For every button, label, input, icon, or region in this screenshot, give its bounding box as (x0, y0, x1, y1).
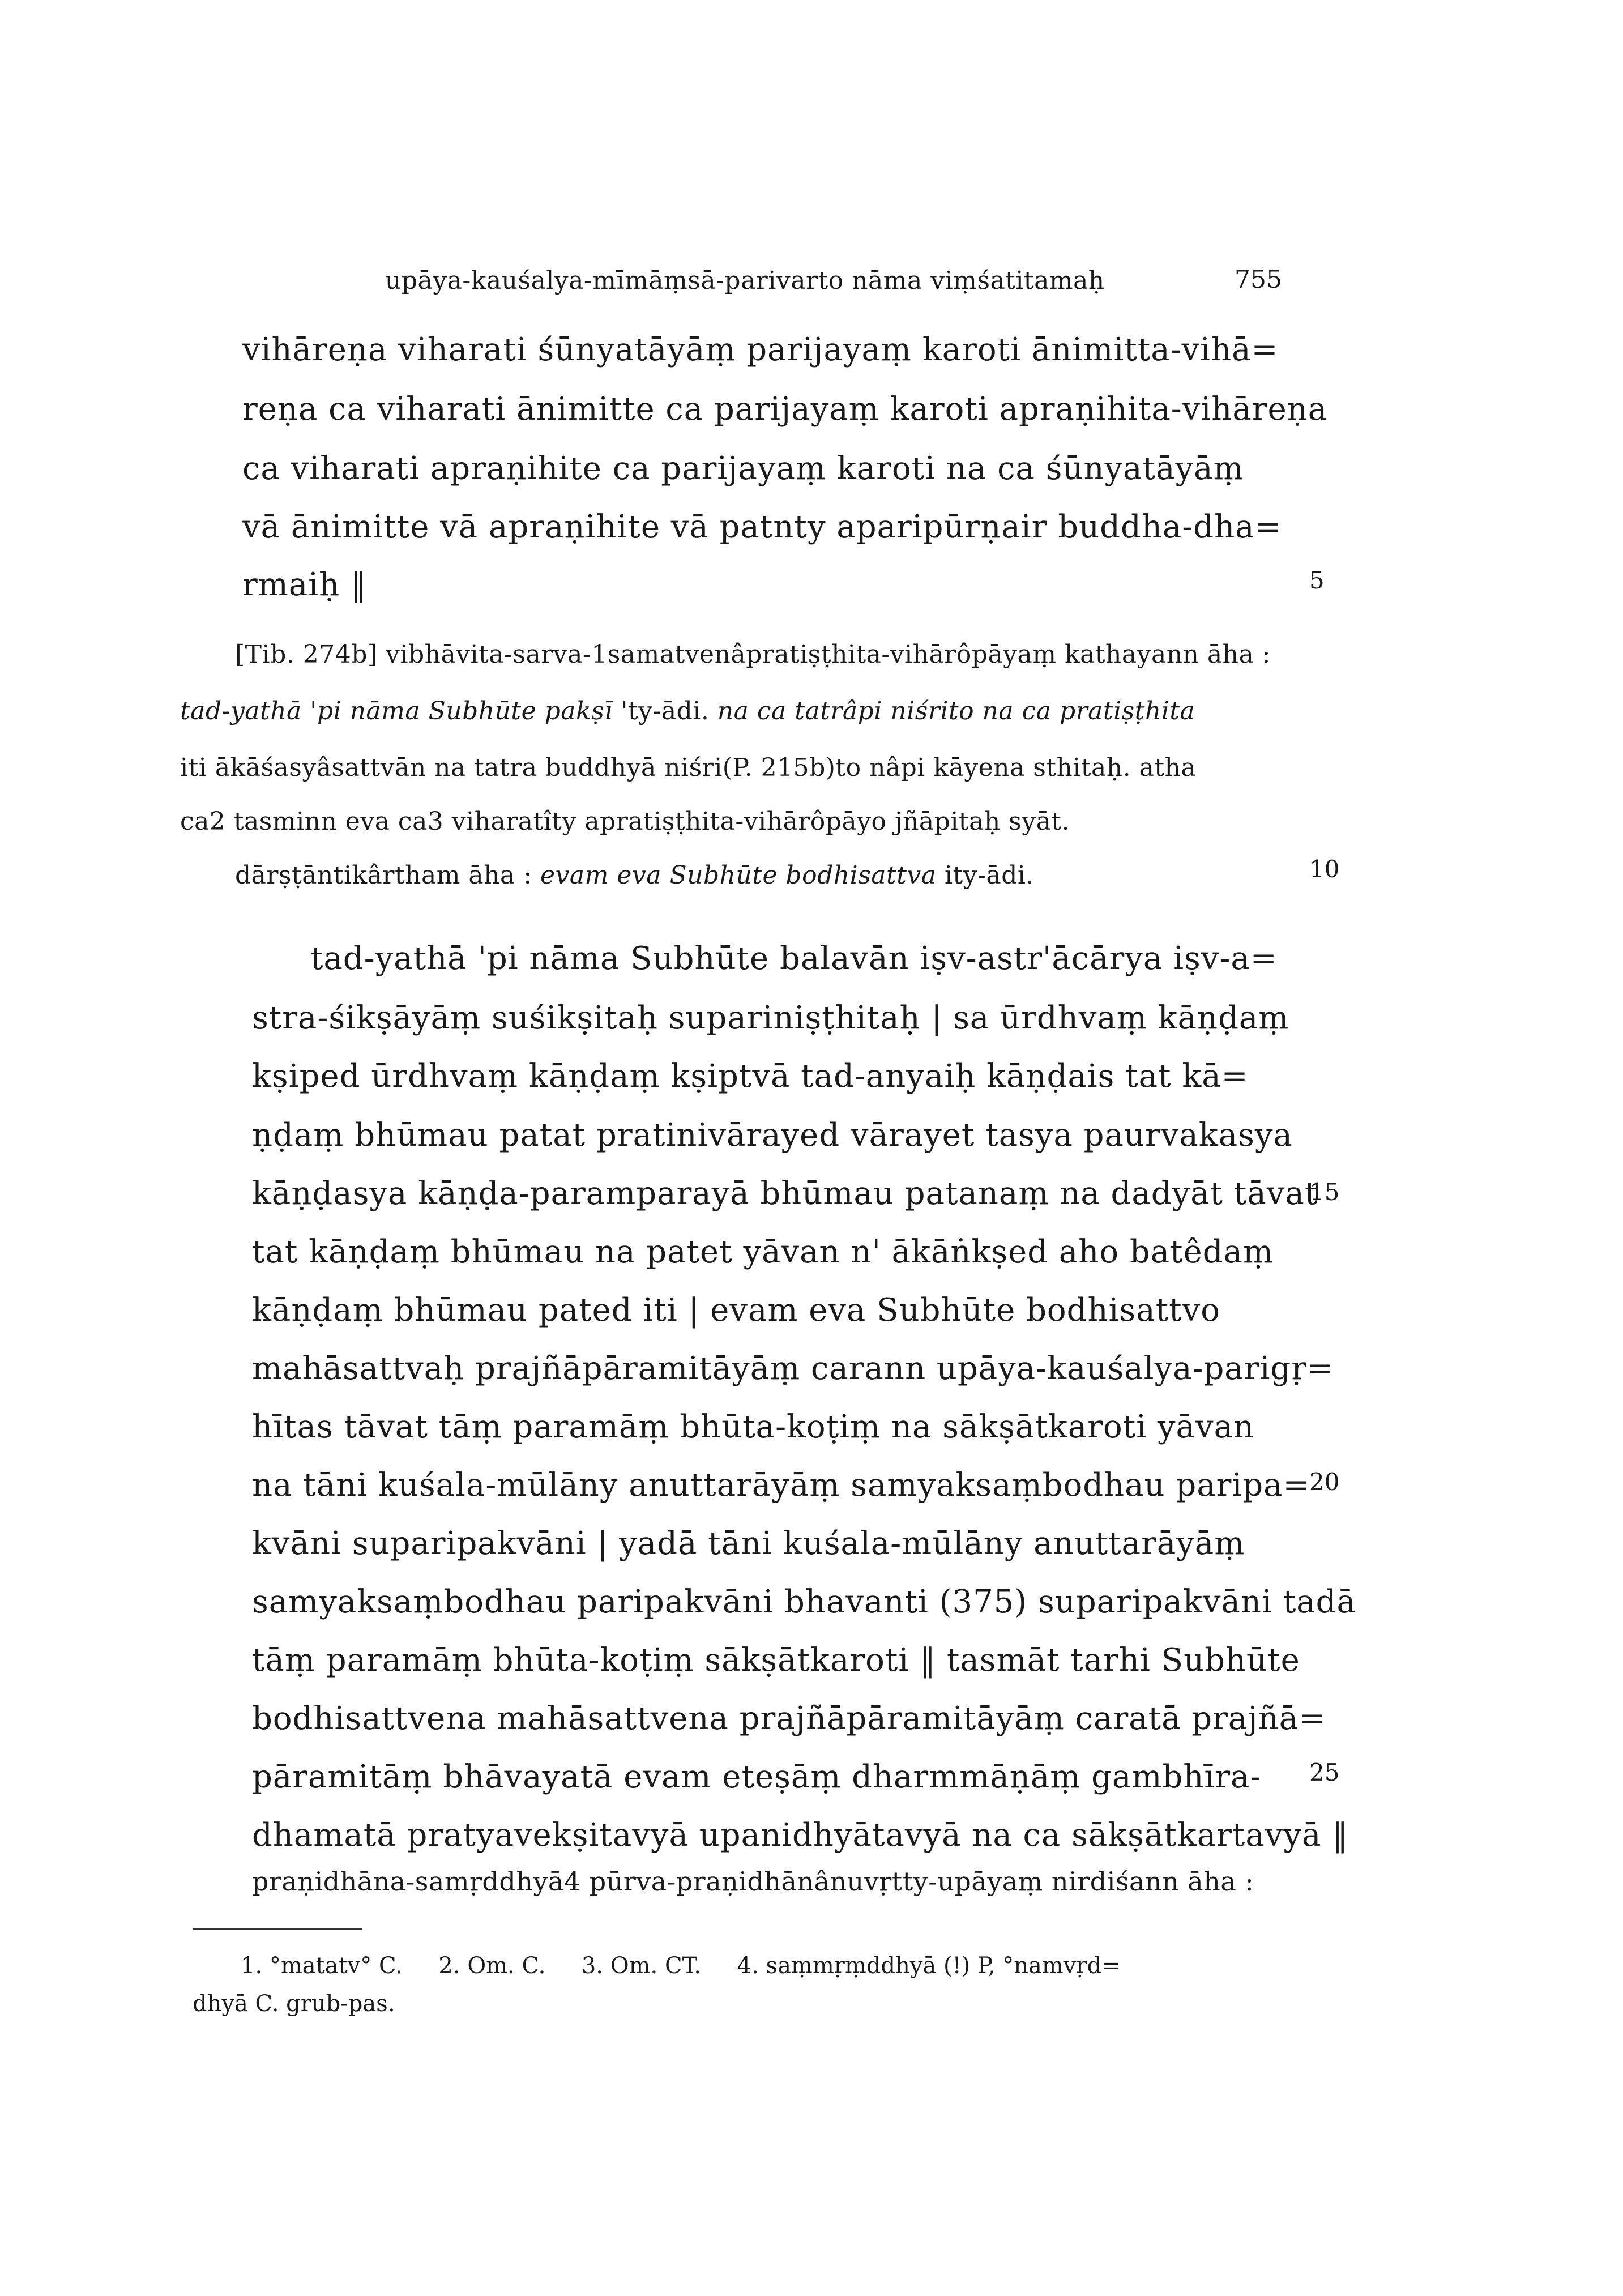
text-line: tat kāṇḍaṃ bhūmau na patet yāvan n' ākāṅkṣed aho batêdaṃ (252, 1234, 1274, 1270)
running-title: upāya-kauśalya-mīmāṃsā-parivarto nāma viṃśatitamaḥ (385, 266, 1105, 295)
quoted-text: tad-yathā 'pi nāma Subhūte pakṣī (180, 697, 613, 725)
page-number: 755 (1235, 265, 1282, 294)
commentary-line (235, 861, 1034, 890)
text-line: vihāreṇa viharati śūnyatāyāṃ parijayaṃ karoti ānimitta-vihā= (242, 331, 1279, 368)
text-line: pāramitāṃ bhāvayatā evam eteṣāṃ dharmmāṇāṃ gambhīra- (252, 1759, 1262, 1795)
commentary-line: iti ākāśasyâsattvān na tatra buddhyā niśri(P. 215b)to nâpi kāyena sthitaḥ. atha (180, 753, 1197, 782)
text-line: vā ānimitte vā apraṇihite vā patnty aparipūrṇair buddha-dha= (242, 509, 1282, 545)
margin-line-number: 10 (1309, 855, 1340, 883)
quoted-text: na ca tatrâpi niśrito na ca pratiṣṭhita (717, 697, 1195, 725)
text-line: kāṇḍaṃ bhūmau pated iti | evam eva Subhūte bodhisattvo (252, 1292, 1220, 1329)
text-line: rmaiḥ ‖ (242, 566, 368, 603)
commentary-line: ca2 tasminn eva ca3 viharatîty apratiṣṭhita-vihārôpāyo jñāpitaḥ syāt. (180, 807, 1070, 836)
margin-line-number: 15 (1309, 1178, 1340, 1206)
margin-line-number: 25 (1309, 1759, 1340, 1786)
commentary-text: 'ty-ādi. (612, 697, 717, 725)
text-line: reṇa ca viharati ānimitte ca parijayaṃ karoti apraṇihita-vihāreṇa (242, 391, 1328, 428)
text-line: kvāni suparipakvāni | yadā tāni kuśala-mūlāny anuttarāyāṃ (252, 1525, 1245, 1562)
text-line: stra-śikṣāyāṃ suśikṣitaḥ supariniṣṭhitaḥ | sa ūrdhvaṃ kāṇḍaṃ (252, 1000, 1289, 1036)
commentary-line: [Tib. 274b] vibhāvita-sarva-1samatvenâpratiṣṭhita-vihārôpāyaṃ kathayann āha : (235, 640, 1271, 669)
text-line: samyaksaṃbodhau paripakvāni bhavanti (375) suparipakvāni tadā (252, 1584, 1356, 1620)
footnote-line: dhyā C. grub-pas. (193, 1991, 395, 2017)
text-line: tāṃ paramāṃ bhūta-koṭiṃ sākṣātkaroti ‖ tasmāt tarhi Subhūte (252, 1642, 1300, 1679)
footnote-line: 1. °matatv° C. 2. Om. C. 3. Om. CT. 4. saṃmṛṃddhyā (!) P, °namvṛd= (241, 1953, 1121, 1979)
text-line: dhamatā pratyavekṣitavyā upanidhyātavyā na ca sākṣātkartavyā ‖ (252, 1817, 1349, 1854)
text-line: bodhisattvena mahāsattvena prajñāpāramitāyāṃ caratā prajñā= (252, 1700, 1326, 1737)
text-line: na tāni kuśala-mūlāny anuttarāyāṃ samyaksaṃbodhau paripa= (252, 1467, 1310, 1504)
margin-line-number: 5 (1309, 566, 1325, 594)
commentary-line (180, 697, 1195, 725)
commentary-text: ity-ādi. (936, 861, 1034, 890)
text-line: praṇidhāna-samṛddhyā4 pūrva-praṇidhānânuvṛtty-upāyaṃ nirdiśann āha : (252, 1866, 1254, 1897)
text-line: kṣiped ūrdhvaṃ kāṇḍaṃ kṣiptvā tad-anyaiḥ kāṇḍais tat kā= (252, 1058, 1249, 1095)
commentary-text: dārṣṭāntikârtham āha : (235, 861, 541, 890)
text-line: kāṇḍasya kāṇḍa-paramparayā bhūmau patanaṃ na dadyāt tāvat (252, 1175, 1318, 1212)
text-line: tad-yathā 'pi nāma Subhūte balavān iṣv-astr'ācārya iṣv-a= (310, 940, 1278, 977)
margin-line-number: 20 (1309, 1468, 1340, 1496)
footnote-divider (193, 1928, 362, 1930)
text-line: ṇḍaṃ bhūmau patat pratinivārayed vārayet tasya paurvakasya (252, 1117, 1293, 1154)
text-line: mahāsattvaḥ prajñāpāramitāyāṃ carann upāya-kauśalya-parigṛ= (252, 1350, 1334, 1387)
text-line: hītas tāvat tāṃ paramāṃ bhūta-koṭiṃ na sākṣātkaroti yāvan (252, 1409, 1255, 1445)
text-line: ca viharati apraṇihite ca parijayaṃ karoti na ca śūnyatāyāṃ (242, 450, 1244, 487)
quoted-text: evam eva Subhūte bodhisattva (540, 861, 937, 890)
